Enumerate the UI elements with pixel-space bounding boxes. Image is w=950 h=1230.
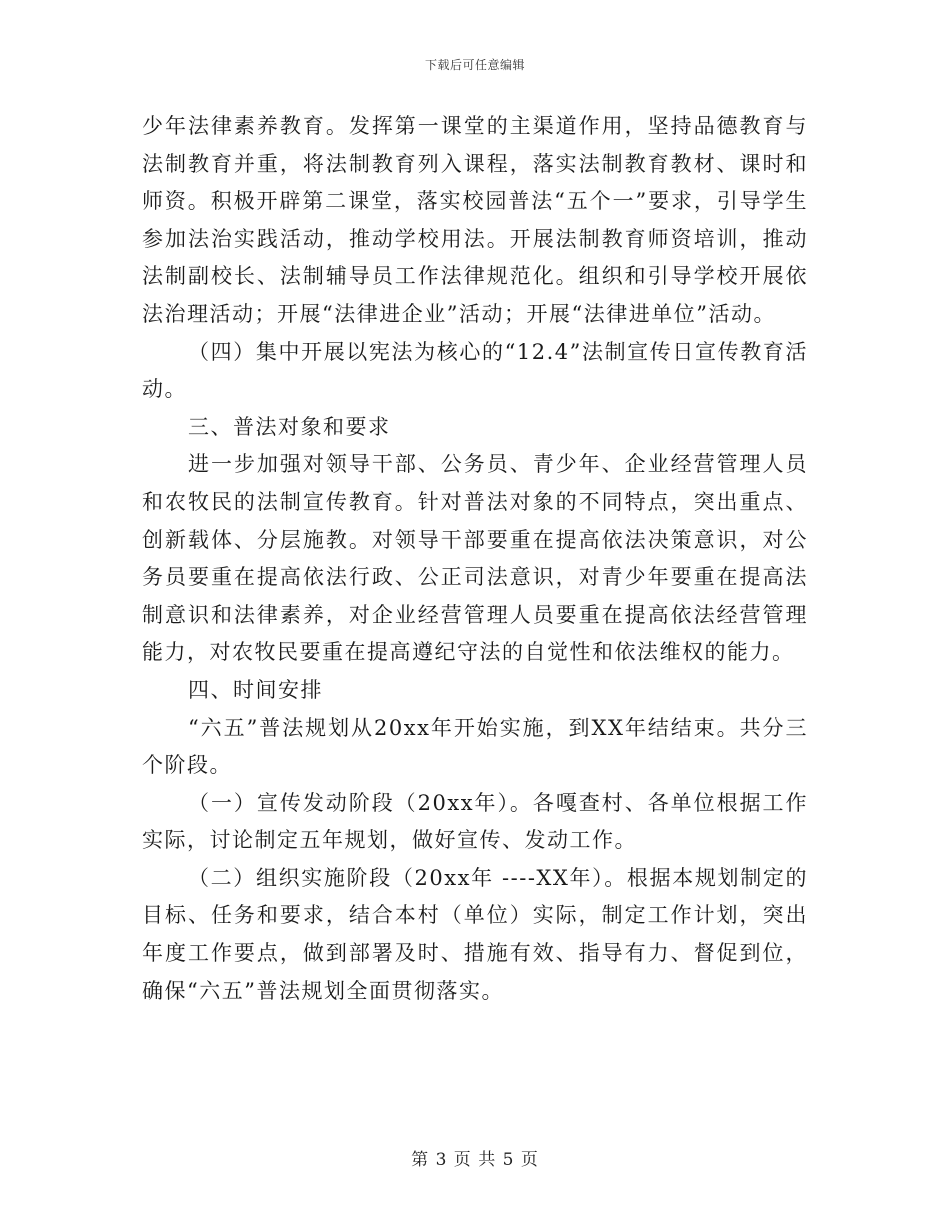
paragraph-audience: 进一步加强对领导干部、公务员、青少年、企业经营管理人员和农牧民的法制宣传教育。针对普法对象的不同特点，突出重点、创新载体、分层施教。对领导干部要重在提高依法决策意识，对公务员要重在提高依法行政、公正司法意识，对青少年要重在提高法制意识和法律素养，对企业经营管理人员要重在提高依法经营管理能力，对农牧民要重在提高遵纪守法的自觉性和依法维权的能力。 — [142, 452, 808, 665]
section-heading-four: 四、时间安排 — [188, 677, 323, 702]
paragraph-stage-two: （二）组织实施阶段（20xx年 ----XX年）。根据本规划制定的目标、任务和要求，结合本村（单位）实际，制定工作计划，突出年度工作要点，做到部署及时、措施有效、指导有力、督促到位，确保“六五”普法规划全面贯彻落实。 — [142, 865, 808, 1003]
paragraph-stage-one: （一）宣传发动阶段（20xx年）。各嘎查村、各单位根据工作实际，讨论制定五年规划，做好宣传、发动工作。 — [142, 790, 808, 853]
paragraph-item-four: （四）集中开展以宪法为核心的“12.4”法制宣传日宣传教育活动。 — [142, 339, 808, 402]
section-heading-three: 三、普法对象和要求 — [188, 414, 391, 439]
paragraph-continuation: 少年法律素养教育。发挥第一课堂的主渠道作用，坚持品德教育与法制教育并重，将法制教育列入课程，落实法制教育教材、课时和师资。积极开辟第二课堂，落实校园普法“五个一”要求，引导学生参加法治实践活动，推动学校用法。开展法制教育师资培训，推动法制副校长、法制辅导员工作法律规范化。组织和引导学校开展依法治理活动；开展“法律进企业”活动；开展“法律进单位”活动。 — [142, 114, 808, 326]
page-header: 下载后可任意编辑 — [424, 58, 525, 72]
document-body — [142, 108, 808, 1010]
page-number: 第 3 页 共 5 页 — [411, 1150, 539, 1170]
paragraph-schedule: “六五”普法规划从20xx年开始实施，到XX年结结束。共分三个阶段。 — [142, 715, 808, 778]
